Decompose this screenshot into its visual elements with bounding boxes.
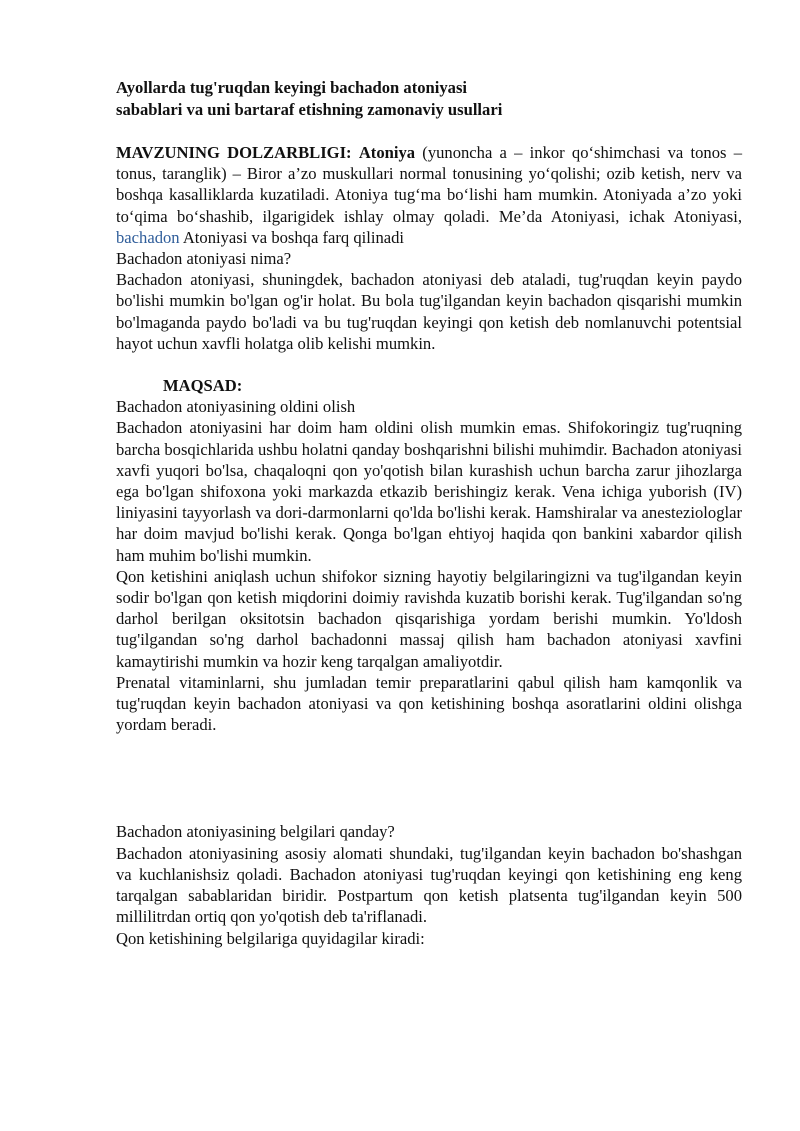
document-body xyxy=(116,77,742,949)
prevention-paragraph-1: Bachadon atoniyasini har doim ham oldini olish mumkin emas. Shifokoringiz tug'ruqning barcha bosqichlarida ushbu holatni qanday boshqarishni bilishi muhimdir. Bachadon atoniyasi xavfi yuqori bo'lsa, chaqaloqni qon yo'qotish bilan kurashish uchun barcha zarur jihozlarga ega bo'lgan shifoxona yoki markazda etkazib berishingiz kerak. Vena ichiga yuborish (IV) liniyasini tayyorlash va dori-darmonlarni qo'lda bo'lishi kerak. Hamshiralar va anesteziologlar har doim mavjud bo'lishi kerak. Qonga bo'lgan ehtiyoj haqida qon bankini xabardor qilish ham muhim bo'lishi mumkin. xyxy=(116,418,742,565)
relevance-paragraph xyxy=(116,142,742,248)
signs-paragraph-1: Bachadon atoniyasining asosiy alomati shundaki, tug'ilgandan keyin bachadon bo'shashgan va kuchlanishsiz qoladi. Bachadon atoniyasi tug'ruqdan keyingi qon ketishining eng keng tarqalgan sabablaridan biridir. Postpartum qon ketish platsenta tug'ilgandan keyin 500 millilitrdan ortiq qon yo'qotish deb ta'riflanadi. xyxy=(116,843,742,927)
relevance-term: Atoniya xyxy=(358,143,416,162)
bachadon-link[interactable]: bachadon xyxy=(116,227,180,247)
signs-heading: Bachadon atoniyasining belgilari qanday? xyxy=(116,822,395,842)
prevention-heading: Bachadon atoniyasining oldini olish xyxy=(116,397,356,417)
prevention-paragraph-2: Qon ketishini aniqlash uchun shifokor sizning hayotiy belgilaringizni va tug'ilgandan keyin sodir bo'lgan qon ketish miqdorini doimiy ravishda kuzatib borishi kerak. Tug'ilgandan so'ng darhol berilgan oksitotsin bachadon qisqarishiga yordam berishi mumkin. Yo'ldosh tug'ilgandan so'ng darhol bachadonni massaj qilish ham bachadon atoniyasi xavfini kamaytirishi mumkin va hozir keng tarqalgan amaliyotdir. xyxy=(116,566,742,671)
signs-paragraph-2: Qon ketishining belgilariga quyidagilar kiradi: xyxy=(116,928,425,948)
answer-what-paragraph: Bachadon atoniyasi, shuningdek, bachadon atoniyasi deb ataladi, tug'ruqdan keyin paydo bo'lishi mumkin bo'lgan og'ir holat. Bu bola tug'ilgandan keyin bachadon qisqarishi mumkin bo'lmaganda paydo bo'ladi va bu tug'ruqdan keyingi qon ketish deb nomlanuvchi potentsial hayot uchun xavfli holatga olib kelishi mumkin. xyxy=(116,270,742,353)
question-what-heading: Bachadon atoniyasi nima? xyxy=(116,249,292,269)
blank-line xyxy=(116,354,742,375)
relevance-text: (yunoncha a – inkor qo‘shimchasi va tonos – tonus, taranglik) – Biror a’zo muskullari normal tonusining yo‘qolishi; ozib ketish, nerv va boshqa kasalliklarda kuzatiladi. Atoniya tug‘ma bo‘lishi ham mumkin. Atoniyada a’zo yoki to‘qima bo‘shashib, ilgarigidek ishlay olmay qoladi. Me’da Atoniyasi, ichak Atoniyasi, xyxy=(116,143,743,226)
document-title-line-1: Ayollarda tug'ruqdan keyingi bachadon atoniyasi xyxy=(116,78,468,97)
blank-line xyxy=(116,121,742,142)
blank-space xyxy=(116,735,742,821)
document-title-line-2: sabablari va uni bartaraf etishning zamonaviy usullari xyxy=(116,100,503,119)
goal-heading: MAQSAD: xyxy=(163,376,243,396)
relevance-label: MAVZUNING DOLZARBLIGI: xyxy=(116,143,352,162)
prevention-paragraph-3: Prenatal vitaminlarni, shu jumladan temir preparatlarini qabul qilish ham kamqonlik va tug'ruqdan keyin bachadon atoniyasi va qon ketishining boshqa asoratlarini oldini olishga yordam beradi. xyxy=(116,672,742,735)
relevance-text-end: Atoniyasi va boshqa farq qilinadi xyxy=(182,227,405,247)
